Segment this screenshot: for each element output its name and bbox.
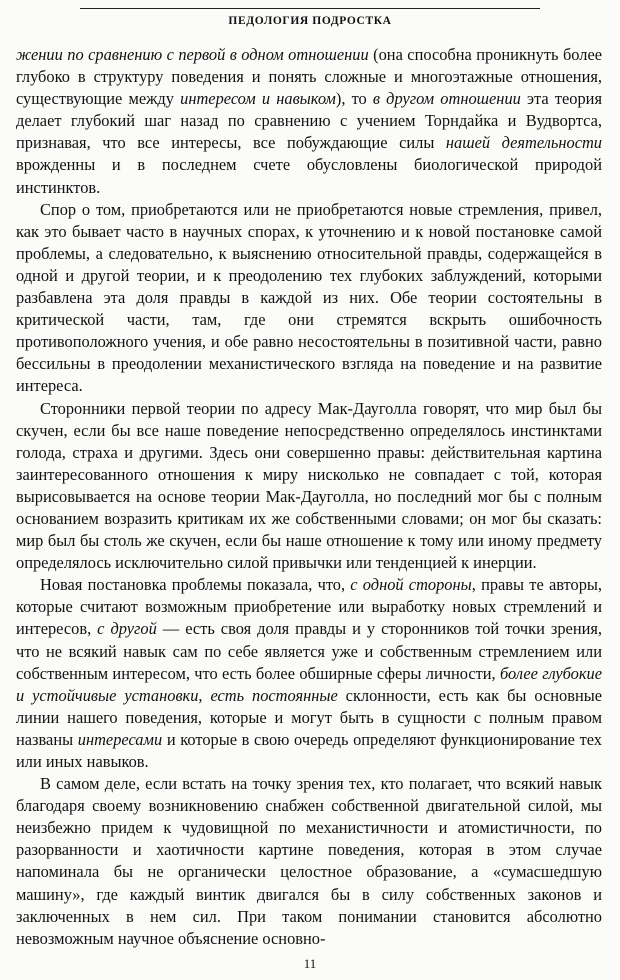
- italic-run: более глубокие и устойчивые установки, есть постоянные: [16, 663, 603, 705]
- italic-run: с одной стороны: [350, 575, 472, 595]
- italic-run: с другой: [97, 619, 157, 639]
- paragraph: [16, 574, 602, 773]
- italic-run: нашей деятельности: [445, 133, 602, 153]
- text-run: В самом деле, если встать на точку зрения тех, кто полагает, что всякий навык благодаря своему возникновению снабжен собственной двигательной силой, мы неизбежно придем к чудовищной по механистичности и атомистичности, по разорванности и хаотичности картине поведения, которая в этом случае напоминала бы не органически целостное образование, а «сумасшедшую машину», где каждый винтик двигался бы в силу собственных законов и заключенных в нем сил. При таком понимании становится абсолютно невозможным научное объяснение основно-: [16, 774, 602, 948]
- paragraph: [16, 773, 602, 950]
- text-run: ), то: [335, 89, 373, 109]
- text-run: склонности, есть как бы основные линии нашего поведения, которые и могут быть в сущности с полным правом названы: [16, 685, 602, 749]
- running-header: [28, 8, 592, 27]
- italic-run: жении по сравнению с первой в одном отношении: [16, 45, 369, 64]
- text-run: Новая постановка проблемы показала, что,: [40, 575, 351, 595]
- text-run: Спор о том, приобретаются или не приобретаются новые стремления, привел, как это бывает часто в научных спорах, к уточнению и к новой постановке самой проблемы, а следовательно, к выяснению относительной правды, содержащейся в одной и другой теории, и к преодолению тех глубоких заблуждений, которыми разбавлена эта доля правды в каждой из них. Обе теории состоятельны в критической части, там, где они стремятся вскрыть ошибочность противоположного учения, и обе равно несостоятельны в позитивной части, равно бессильны в преодолении механистического взгляда на поведение и на развитие интереса.: [16, 199, 602, 396]
- text-run: и которые в свою очередь определяют функционирование тех или иных навыков.: [16, 729, 602, 771]
- text-run: Сторонники первой теории по адресу Мак-Дауголла говорят, что мир был бы скучен, если бы все наше поведение непосредственно определялось инстинктами голода, страха и другими. Здесь они совершенно правы: действительная картина заинтересованного отношения к миру нисколько не совпадает с той, которая вырисовывается на основе теории Мак-Дауголла, но последний мог бы с полным основанием возразить критикам их же собственными словами; он мог бы сказать: мир был бы столь же скучен, если бы наше отношение к тому или иному предмету определялось исключительно силой привычки или тенденцией к инерции.: [16, 398, 602, 573]
- text-run: врожденны и в последнем счете обусловлены биологической природой инстинктов.: [16, 155, 602, 197]
- italic-run: интересом и навыком: [180, 89, 336, 109]
- paragraph: [16, 199, 602, 398]
- paragraph: [16, 398, 602, 575]
- header-rule: [80, 8, 540, 9]
- text-run: эта теория делает глубокий шаг назад по сравнению с учением Торндайка и Вудвортса, признавая, что все интересы, все побуждающие силы: [16, 89, 602, 153]
- page-number: 11: [303, 956, 317, 971]
- italic-run: в другом отношении: [372, 89, 521, 109]
- running-head-title: ПЕДОЛОГИЯ ПОДРОСТКА: [228, 15, 392, 27]
- text-run: — есть своя доля правды и у сторонников той точки зрения, что не всякий навык сам по себе является уже и собственным стремлением или собственным интересом, что есть более обширные сферы личности,: [16, 619, 602, 683]
- paragraph: [16, 44, 602, 199]
- italic-run: интересами: [77, 729, 163, 749]
- body-text: [16, 44, 602, 950]
- text-run: , правы те авторы, которые считают возможным приобретение или выработку новых стремлений и интересов,: [16, 575, 602, 639]
- text-run: (она способна проникнуть более глубоко в структуру поведения и понять сложные и многоэтажные отношения, существующие между: [16, 45, 603, 109]
